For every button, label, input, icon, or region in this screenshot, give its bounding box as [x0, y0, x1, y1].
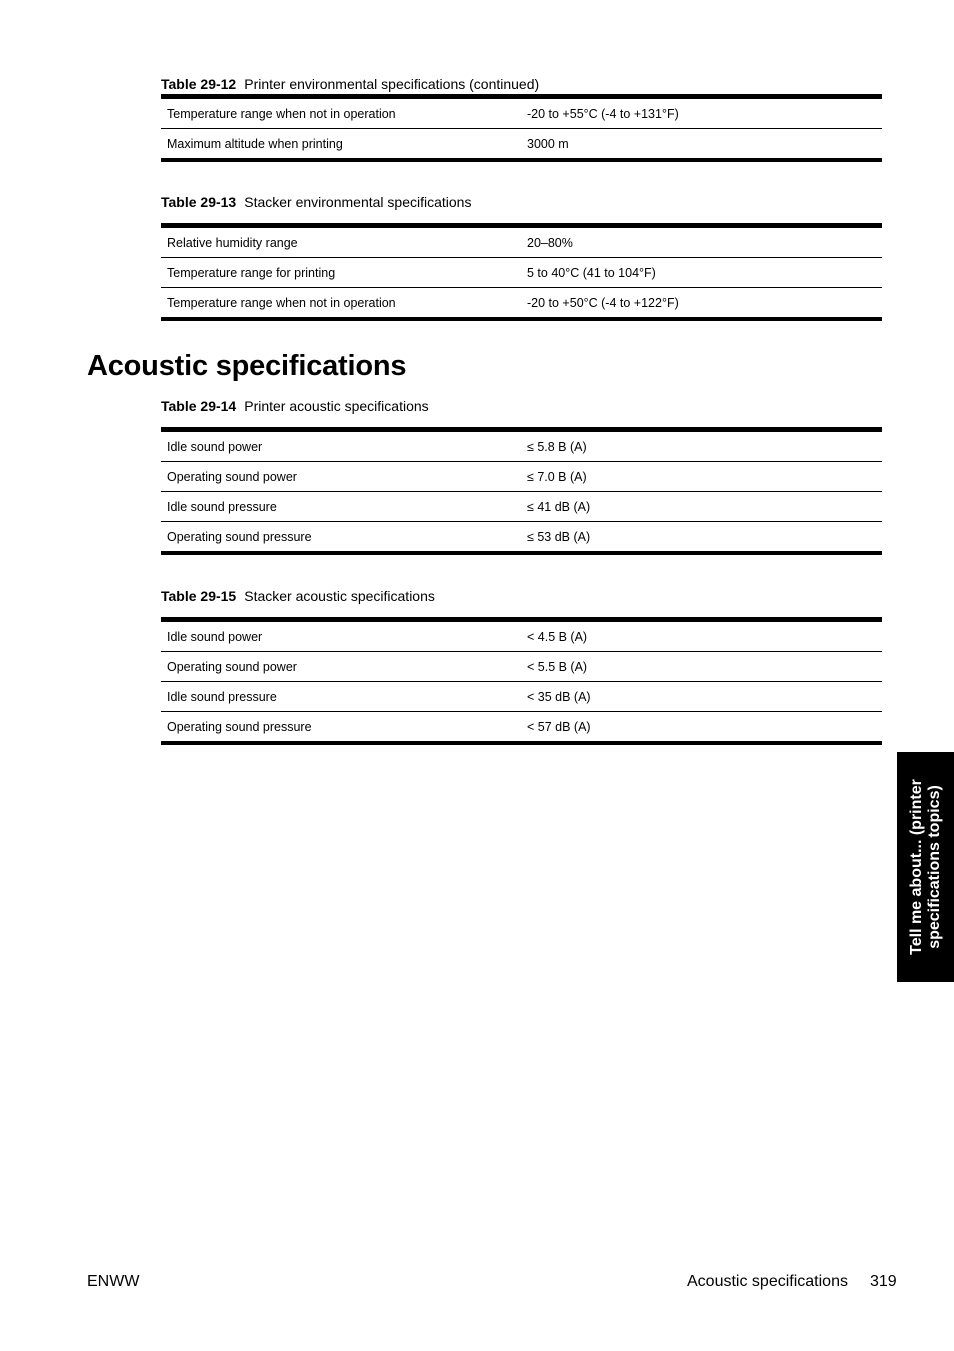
spec-value: 5 to 40°C (41 to 104°F): [521, 258, 882, 288]
table-row: [161, 652, 882, 682]
spec-value: < 5.5 B (A): [521, 652, 882, 682]
spec-label: Idle sound pressure: [161, 492, 521, 522]
spec-label: Operating sound power: [161, 462, 521, 492]
side-tab-line-2: specifications topics): [925, 785, 943, 949]
table-row: [161, 492, 882, 522]
spec-label: Idle sound power: [161, 430, 521, 462]
table-printer-acoustic: [161, 427, 882, 555]
spec-label: Temperature range when not in operation: [167, 295, 396, 310]
table-caption-29-14: [161, 398, 429, 414]
page-number: 319: [870, 1273, 897, 1290]
spec-value: ≤ 7.0 B (A): [521, 462, 882, 492]
table-row: [161, 682, 882, 712]
table-printer-environmental: [161, 94, 882, 162]
spec-value: 20–80%: [521, 226, 882, 258]
section-heading: Acoustic specifications: [87, 350, 407, 382]
table-title: Stacker environmental specifications: [244, 194, 472, 210]
table-row: [161, 226, 882, 258]
table-row: [161, 288, 882, 320]
spec-label: Relative humidity range: [161, 226, 521, 258]
chapter-side-tab: [897, 752, 954, 982]
spec-label: Operating sound pressure: [167, 719, 312, 734]
spec-label: Idle sound power: [161, 620, 521, 652]
spec-value: ≤ 41 dB (A): [521, 492, 882, 522]
spec-value: 3000 m: [527, 136, 569, 151]
spec-label: Operating sound pressure: [167, 529, 312, 544]
table-caption-29-15: [161, 588, 435, 604]
footer-section-title: Acoustic specifications: [687, 1273, 848, 1290]
spec-value: ≤ 5.8 B (A): [521, 430, 882, 462]
chapter-side-tab-text: [908, 779, 944, 955]
table-title: Printer acoustic specifications: [244, 398, 429, 414]
spec-value: < 4.5 B (A): [521, 620, 882, 652]
spec-label: Maximum altitude when printing: [167, 136, 343, 151]
spec-label: Temperature range when not in operation: [161, 97, 521, 129]
table-stacker-environmental: [161, 223, 882, 321]
side-tab-line-1: Tell me about... (printer: [907, 779, 925, 955]
table-row: [161, 129, 882, 161]
table-title: Stacker acoustic specifications: [244, 588, 435, 604]
table-stacker-acoustic: [161, 617, 882, 745]
table-number: Table 29-14: [161, 398, 237, 414]
spec-label: Operating sound power: [161, 652, 521, 682]
table-row: [161, 462, 882, 492]
spec-value: -20 to +50°C (-4 to +122°F): [527, 295, 679, 310]
table-caption-29-12: [161, 76, 539, 92]
spec-label: Temperature range for printing: [161, 258, 521, 288]
table-row: [161, 97, 882, 129]
table-row: [161, 620, 882, 652]
table-row: [161, 430, 882, 462]
spec-value: ≤ 53 dB (A): [527, 529, 591, 544]
footer-left-label: ENWW: [87, 1273, 140, 1290]
table-number: Table 29-13: [161, 194, 237, 210]
spec-value: -20 to +55°C (-4 to +131°F): [521, 97, 882, 129]
table-row: [161, 258, 882, 288]
table-number: Table 29-12: [161, 76, 237, 92]
table-caption-29-13: [161, 194, 471, 210]
table-number: Table 29-15: [161, 588, 237, 604]
table-row: [161, 522, 882, 554]
spec-value: < 35 dB (A): [521, 682, 882, 712]
spec-value: < 57 dB (A): [527, 719, 591, 734]
table-title: Printer environmental specifications (continued): [244, 76, 540, 92]
table-row: [161, 712, 882, 744]
spec-label: Idle sound pressure: [161, 682, 521, 712]
